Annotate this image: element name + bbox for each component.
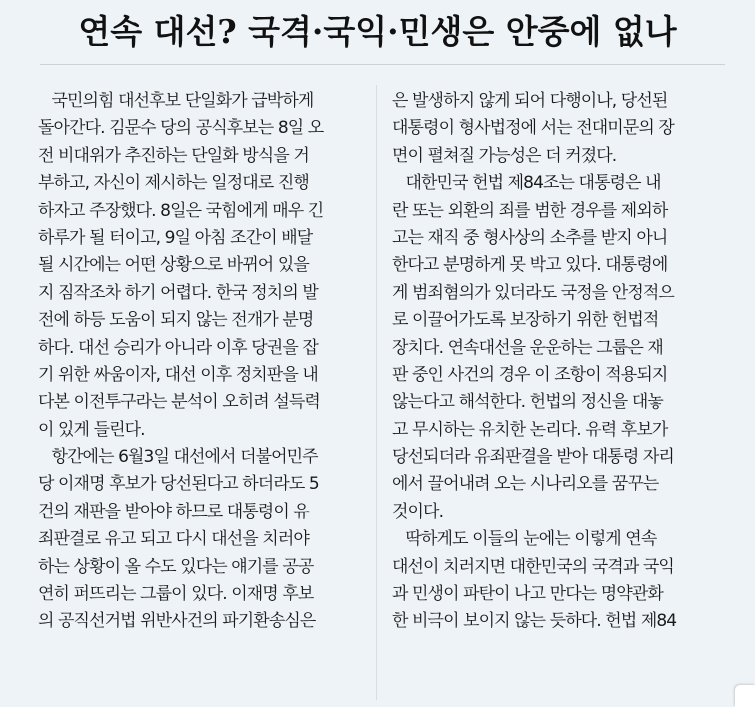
text-line: 것이다. [392,501,444,522]
text-line: 고 무시하는 유치한 논리다. 유력 후보가 [392,419,668,440]
text-line: 당 이재명 후보가 당선된다고 하더라도 5 [38,474,319,495]
text-line: 죄판결로 유고 되고 다시 대선을 치러야 [38,529,309,550]
text-line: 전 비대위가 추진하는 단일화 방식을 거 [38,145,309,166]
text-line: 하다. 대선 승리가 아니라 이후 당권을 잡 [38,337,318,358]
headline-rule [40,64,725,65]
text-line: 판 중인 사건의 경우 이 조항이 적용되지 [392,364,668,385]
text-line: 이 있게 들린다. [38,419,145,440]
text-line: 부하고, 자신이 제시하는 일정대로 진행 [38,173,309,194]
text-line: 한다고 분명하게 못 박고 있다. 대통령에 [392,255,668,276]
text-line: 될 시간에는 어떤 상황으로 바뀌어 있을 [38,255,309,276]
text-line: 하루가 될 터이고, 9일 아침 조간이 배달 [38,227,313,248]
text-line: 기 위한 싸움이자, 대선 이후 정치판을 내 [38,364,318,385]
text-line: 로 이끌어가도록 보장하기 위한 헌법적 [392,310,659,331]
text-line: 의 공직선거법 위반사건의 파기환송심은 [38,611,316,632]
text-line: 않는다고 해석한다. 헌법의 정신을 대놓 [392,392,663,413]
text-line: 장치다. 연속대선을 운운하는 그룹은 재 [392,337,663,358]
text-line: 지 짐작조차 하기 어렵다. 한국 정치의 발 [38,282,318,303]
text-line: 과 민생이 파탄이 나고 만다는 명약관화 [392,584,663,605]
text-line: 대한민국 헌법 제84조는 대통령은 내 [392,173,661,194]
text-line: 연히 퍼뜨리는 그룹이 있다. 이재명 후보 [38,584,314,605]
text-line: 란 또는 외환의 죄를 범한 경우를 제외하 [392,200,668,221]
text-line: 돌아간다. 김문수 당의 공식후보는 8일 오 [38,118,324,139]
right-column [392,88,722,636]
text-line: 하자고 주장했다. 8일은 국힘에게 매우 긴 [38,200,324,221]
text-line: 대통령이 형사법정에 서는 전대미문의 장 [392,118,674,139]
left-column [38,88,364,636]
text-line: 은 발생하지 않게 되어 다행이나, 당선된 [392,91,668,111]
text-line: 딱하게도 이들의 눈에는 이렇게 연속 [392,529,657,550]
text-line: 면이 펼쳐질 가능성은 더 커졌다. [392,145,617,166]
page-corner [735,685,755,707]
text-line: 대선이 치러지면 대한민국의 국격과 국익 [392,556,674,577]
text-line: 전에 하등 도움이 되지 않는 전개가 분명 [38,310,314,331]
text-line: 고는 재직 중 형사상의 소추를 받지 아니 [392,227,668,248]
text-line: 에서 끌어내려 오는 시나리오를 꿈꾸는 [392,474,659,495]
text-line: 건의 재판을 받아야 하므로 대통령이 유 [38,501,309,522]
text-line: 항간에는 6월3일 대선에서 더불어민주 [38,447,318,468]
column-divider [376,85,377,700]
text-line: 하는 상황이 올 수도 있다는 얘기를 공공 [38,556,314,577]
article-headline: 연속 대선? 국격·국익·민생은 안중에 없나 [78,12,677,51]
text-line: 한 비극이 보이지 않는 듯하다. 헌법 제84 [392,611,677,632]
text-line: 국민의힘 대선후보 단일화가 급박하게 [38,91,314,111]
text-line: 당선되더라 유죄판결을 받아 대통령 자리 [392,447,674,468]
text-line: 게 범죄혐의가 있더라도 국정을 안정적으 [392,282,674,303]
text-line: 다본 이전투구라는 분석이 오히려 설득력 [38,392,320,413]
